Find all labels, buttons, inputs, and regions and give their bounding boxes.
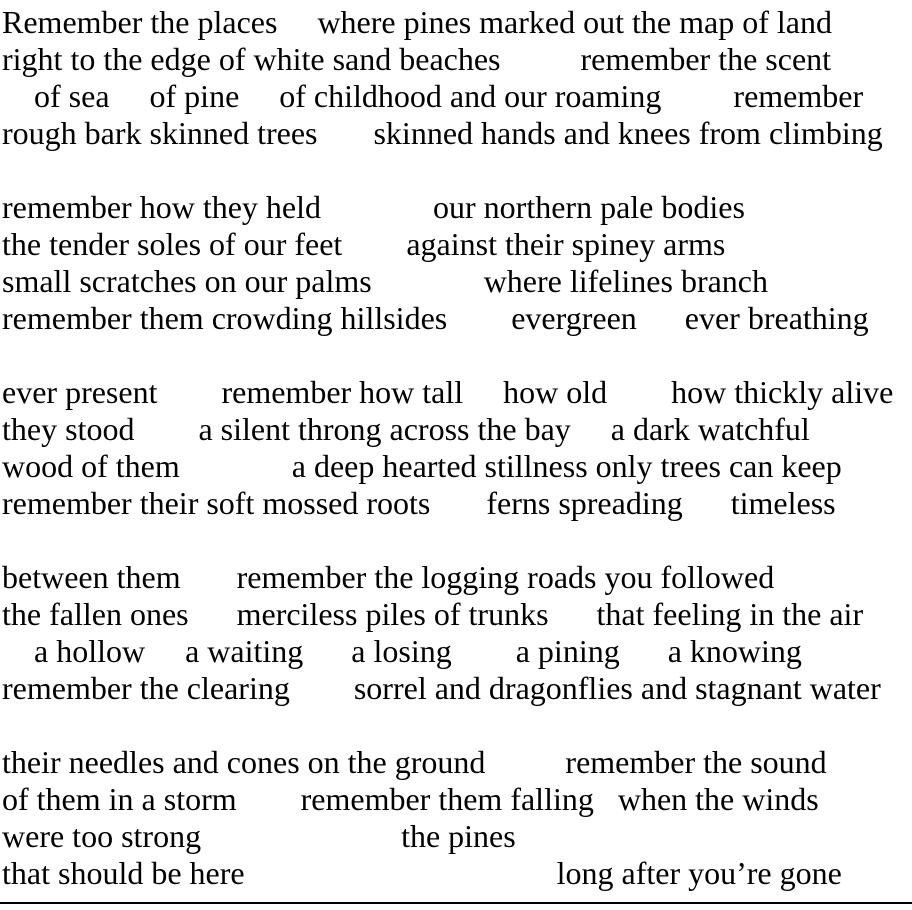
poem-line (2, 152, 912, 189)
bottom-rule (0, 902, 912, 904)
poem-line: between them remember the logging roads you followed (2, 559, 775, 595)
poem-line: remember their soft mossed roots ferns spreading timeless (2, 485, 836, 521)
poem-line: of them in a storm remember them falling when the winds (2, 781, 819, 817)
poem-line (2, 522, 912, 559)
poem-line: remember the clearing sorrel and dragonflies and stagnant water (2, 670, 881, 706)
poem-line: right to the edge of white sand beaches remember the scent (2, 41, 832, 77)
poem-line: their needles and cones on the ground remember the sound (2, 744, 827, 780)
poem-line: that should be here long after you’re gone (2, 855, 842, 891)
poem-line: the tender soles of our feet against their spiney arms (2, 226, 726, 262)
poem-line (2, 707, 912, 744)
poem-line: they stood a silent throng across the bay a dark watchful (2, 411, 810, 447)
poem-line: Remember the places where pines marked out the map of land (2, 4, 832, 40)
poem-text (2, 4, 912, 892)
poem-line: wood of them a deep hearted stillness only trees can keep (2, 448, 842, 484)
poem-line: a hollow a waiting a losing a pining a knowing (2, 633, 802, 669)
poem-line: the fallen ones merciless piles of trunks that feeling in the air (2, 596, 864, 632)
poem-line: small scratches on our palms where lifelines branch (2, 263, 768, 299)
poem-line: remember how they held our northern pale bodies (2, 189, 745, 225)
poem-line (2, 337, 912, 374)
poem-line: of sea of pine of childhood and our roaming remember (2, 78, 864, 114)
poem-line: ever present remember how tall how old how thickly alive (2, 374, 894, 410)
poem-line: rough bark skinned trees skinned hands and knees from climbing (2, 115, 883, 151)
poem-line: were too strong the pines (2, 818, 516, 854)
poem-line: remember them crowding hillsides evergreen ever breathing (2, 300, 869, 336)
